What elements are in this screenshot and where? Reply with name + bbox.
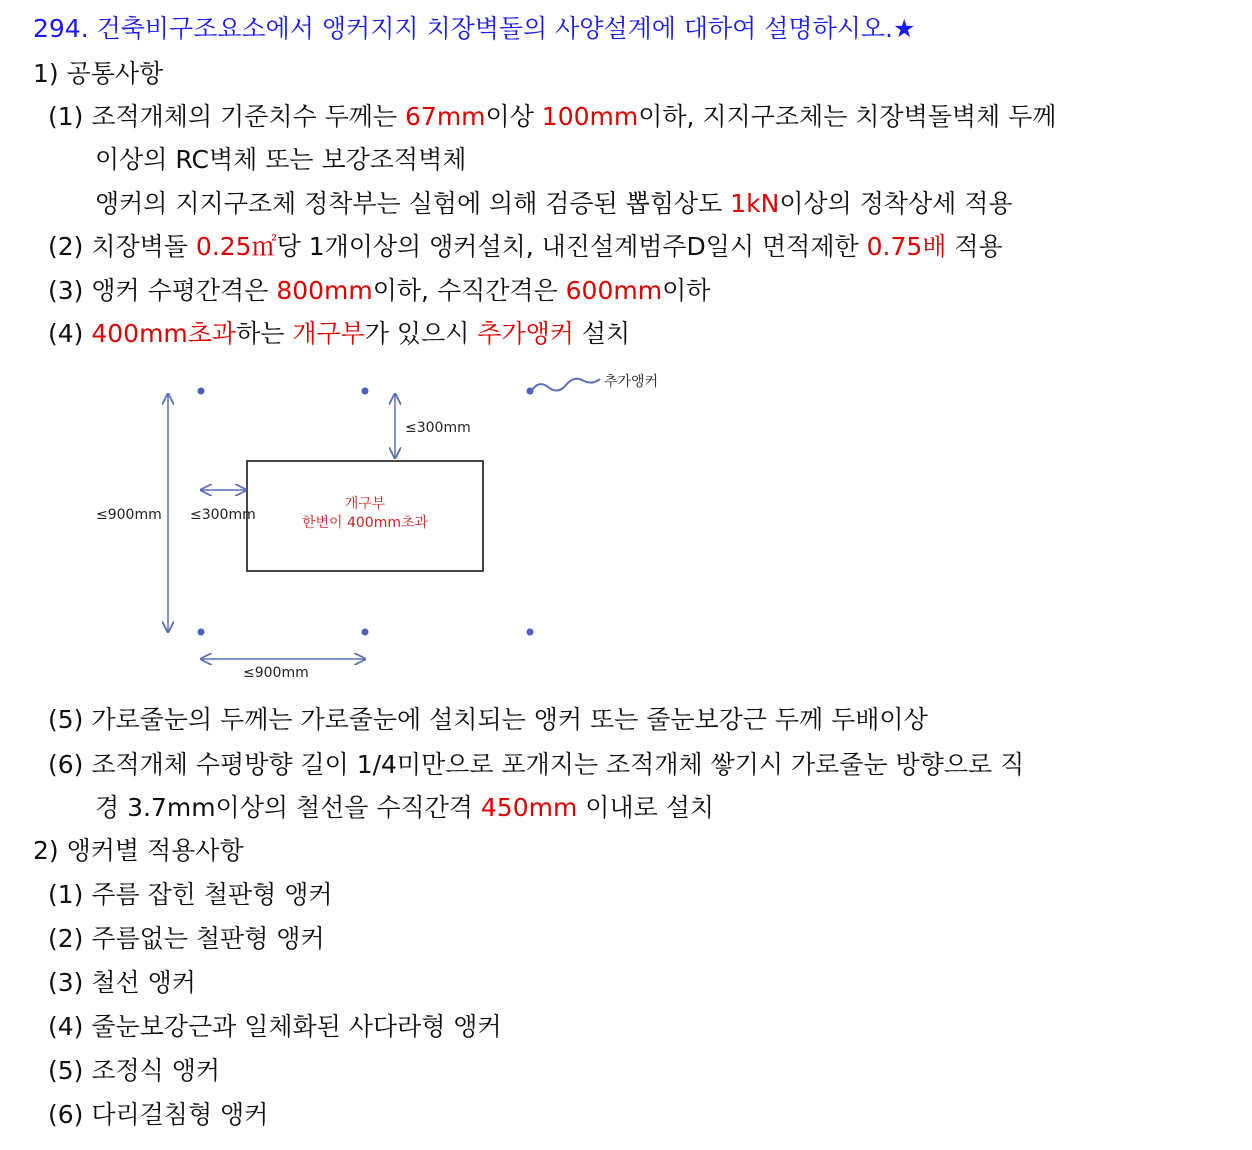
item-2 (48, 230, 1003, 264)
text: 이상의 정착상세 적용 (779, 189, 1013, 218)
list-item: (4) 줄눈보강근과 일체화된 사다라형 앵커 (48, 1012, 502, 1041)
highlight: 400mm초과 (91, 319, 237, 348)
item-1-line-1 (48, 100, 1056, 134)
highlight: 450mm (480, 793, 578, 822)
highlight: 67mm (405, 102, 486, 131)
additional-anchor-symbol (530, 379, 600, 393)
page-title: 294. 건축비구조요소에서 앵커지지 치장벽돌의 사양설계에 대하여 설명하시오.★ (33, 14, 916, 43)
text: 이내로 설치 (577, 793, 714, 822)
opening-label-1: 개구부 (344, 496, 386, 512)
anchor-dot (362, 388, 369, 395)
text: 설치 (573, 319, 631, 348)
text: 하는 (236, 319, 293, 348)
item-3 (48, 274, 710, 308)
text: 적용 (946, 232, 1003, 261)
anchor-dot (362, 629, 369, 636)
item-4 (48, 317, 630, 351)
legend-label: 추가앵커 (604, 374, 659, 390)
anchor-dot (198, 388, 205, 395)
highlight: 추가앵커 (477, 319, 574, 348)
highlight: 100mm (541, 102, 639, 131)
text: 앵커의 지지구조체 정착부는 실험에 의해 검증된 뽑힘상도 (95, 189, 731, 218)
list-item: (3) 철선 앵커 (48, 968, 196, 997)
text: 가 있으시 (364, 319, 478, 348)
item-1-line-3 (95, 187, 1013, 221)
anchor-layout-diagram (0, 360, 1252, 690)
text: (1) 조적개체의 기준치수 두께는 (48, 102, 406, 131)
highlight: 0.75배 (866, 232, 947, 261)
highlight: 800mm (276, 276, 373, 305)
text: 이상 (485, 102, 542, 131)
section-2-heading: 2) 앵커별 적용사항 (33, 836, 244, 865)
text: 이하, 수직간격은 (372, 276, 566, 305)
list-item: (5) 조정식 앵커 (48, 1056, 221, 1085)
list-item: (1) 주름 잡힌 철판형 앵커 (48, 880, 333, 909)
section-1-heading: 1) 공통사항 (33, 59, 164, 88)
text: 이하, 지지구조체는 치장벽돌벽체 두께 (638, 102, 1057, 131)
text: 경 3.7mm이상의 철선을 수직간격 (95, 793, 481, 822)
text: 당 1개이상의 앵커설치, 내진설계범주D일시 면적제한 (276, 232, 867, 261)
highlight: 1kN (730, 189, 780, 218)
height-label: ≤900mm (96, 507, 162, 523)
item-6-line-2 (95, 791, 714, 825)
top-gap-label: ≤300mm (405, 420, 471, 436)
anchor-dot (198, 629, 205, 636)
width-label: ≤900mm (243, 665, 309, 681)
side-gap-label: ≤300mm (190, 507, 256, 523)
item-5: (5) 가로줄눈의 두께는 가로줄눈에 설치되는 앵커 또는 줄눈보강근 두께 두배이상 (48, 705, 928, 734)
text: (2) 치장벽돌 (48, 232, 196, 261)
opening-label-2: 한변이 400mm초과 (301, 515, 429, 531)
list-item: (6) 다리걸침형 앵커 (48, 1100, 269, 1129)
text: (3) 앵커 수평간격은 (48, 276, 277, 305)
item-1-line-2: 이상의 RC벽체 또는 보강조적벽체 (95, 145, 467, 174)
highlight: 600mm (565, 276, 663, 305)
highlight: 개구부 (292, 319, 365, 348)
highlight: 0.25㎡ (195, 232, 277, 261)
text: 이하 (662, 276, 711, 305)
list-item: (2) 주름없는 철판형 앵커 (48, 924, 325, 953)
item-6-line-1: (6) 조적개체 수평방향 길이 1/4미만으로 포개지는 조적개체 쌓기시 가로줄눈 방향으로 직 (48, 750, 1025, 779)
anchor-dot (527, 629, 534, 636)
text: (4) (48, 319, 92, 348)
